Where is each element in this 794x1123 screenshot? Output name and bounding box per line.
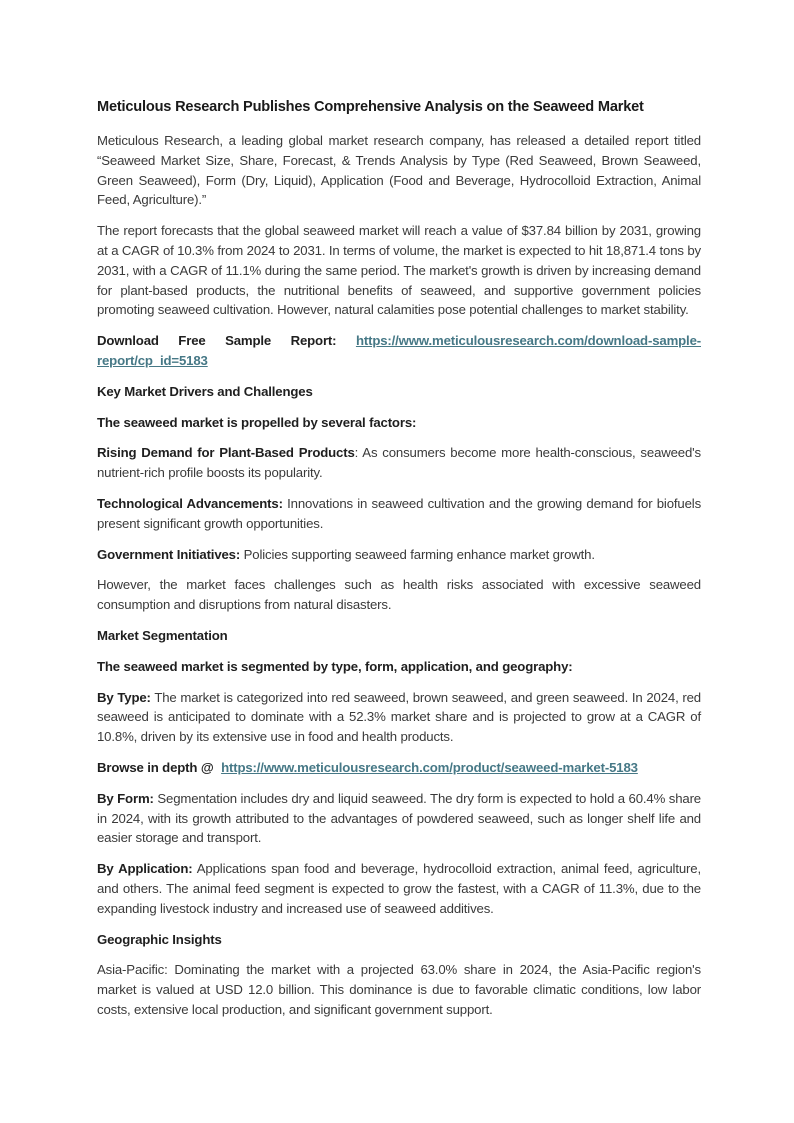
segment-by-type-text: The market is categorized into red seaweed, brown seaweed, and green seaweed. In 2024, red seaweed is anticipated to dominate with a 52.3% market share and is projected to grow at a CAGR of 10.8%, driven by its extensive use in food and health products.	[97, 689, 701, 745]
driver-government-text: Policies supporting seaweed farming enhance market growth.	[240, 546, 595, 562]
heading-key-market-drivers: Key Market Drivers and Challenges	[97, 383, 313, 399]
driver-rising-demand-paragraph	[97, 443, 701, 483]
segment-by-form-text: Segmentation includes dry and liquid seaweed. The dry form is expected to hold a 60.4% share in 2024, with its growth attributed to the advantages of powdered seaweed, such as longer shelf life and easier storage and transport.	[97, 790, 701, 846]
download-sample-label: Download Free Sample Report:	[97, 333, 356, 349]
segment-by-form-paragraph	[97, 789, 701, 848]
driver-government-paragraph	[97, 545, 701, 565]
challenges-paragraph: However, the market faces challenges such as health risks associated with excessive seaweed consumption and disruptions from natural disasters.	[97, 577, 701, 613]
driver-technological-paragraph	[97, 494, 701, 534]
segment-by-application-text: Applications span food and beverage, hydrocolloid extraction, animal feed, agriculture, and others. The animal feed segment is expected to grow the fastest, with a CAGR of 11.3%, due to the expanding livestock industry and increased use of seaweed additives.	[97, 861, 701, 916]
segment-by-type-label: By Type:	[97, 689, 151, 705]
driver-technological-label: Technological Advancements:	[97, 495, 283, 511]
segment-by-form-label: By Form:	[97, 790, 154, 806]
segmented-statement: The seaweed market is segmented by type, form, application, and geography:	[97, 658, 573, 674]
segment-by-application-label: By Application:	[97, 861, 193, 877]
browse-in-depth-label: Browse in depth @	[97, 759, 218, 775]
driver-government-label: Government Initiatives:	[97, 546, 241, 562]
forecast-paragraph: The report forecasts that the global seaweed market will reach a value of $37.84 billion by 2031, growing at a CAGR of 10.3% from 2024 to 2031. In terms of volume, the market is expected to hit 18,871.4 tons by 2031, with a CAGR of 11.1% during the same period. The market's growth is driven by increasing demand for plant-based products, the nutritional benefits of seaweed, and supportive government policies promoting seaweed cultivation. However, natural calamities pose potential challenges to market stability.	[97, 223, 701, 318]
download-sample-link[interactable]: https://www.meticulousresearch.com/download-sample-report/cp_id=5183	[97, 333, 701, 368]
heading-market-segmentation: Market Segmentation	[97, 627, 228, 643]
browse-in-depth-link[interactable]: https://www.meticulousresearch.com/product/seaweed-market-5183	[221, 759, 638, 775]
driver-rising-demand-text: : As consumers become more health-conscious, seaweed's nutrient-rich profile boosts its popularity.	[97, 445, 701, 481]
propelled-statement: The seaweed market is propelled by several factors:	[97, 414, 417, 430]
page-title: Meticulous Research Publishes Comprehensive Analysis on the Seaweed Market	[97, 99, 644, 115]
browse-in-depth-paragraph	[97, 758, 701, 778]
download-sample-paragraph	[97, 331, 701, 371]
segment-by-type-paragraph	[97, 688, 701, 747]
driver-technological-text: Innovations in seaweed cultivation and the growing demand for biofuels present significant growth opportunities.	[97, 495, 702, 531]
intro-paragraph: Meticulous Research, a leading global market research company, has released a detailed report titled “Seaweed Market Size, Share, Forecast, & Trends Analysis by Type (Red Seaweed, Brown Seaweed, Green Seaweed), Form (Dry, Liquid), Application (Food and Beverage, Hydrocolloid Extraction, Animal Feed, Agriculture).”	[97, 133, 701, 208]
heading-geographic-insights: Geographic Insights	[97, 931, 222, 947]
driver-rising-demand-label: Rising Demand for Plant-Based Products	[97, 445, 355, 461]
asia-pacific-paragraph: Asia-Pacific: Dominating the market with a projected 63.0% share in 2024, the Asia-Pacific region's market is valued at USD 12.0 billion. This dominance is due to favorable climatic conditions, low labor costs, extensive local production, and significant government support.	[97, 962, 701, 1017]
segment-by-application-paragraph	[97, 859, 701, 918]
